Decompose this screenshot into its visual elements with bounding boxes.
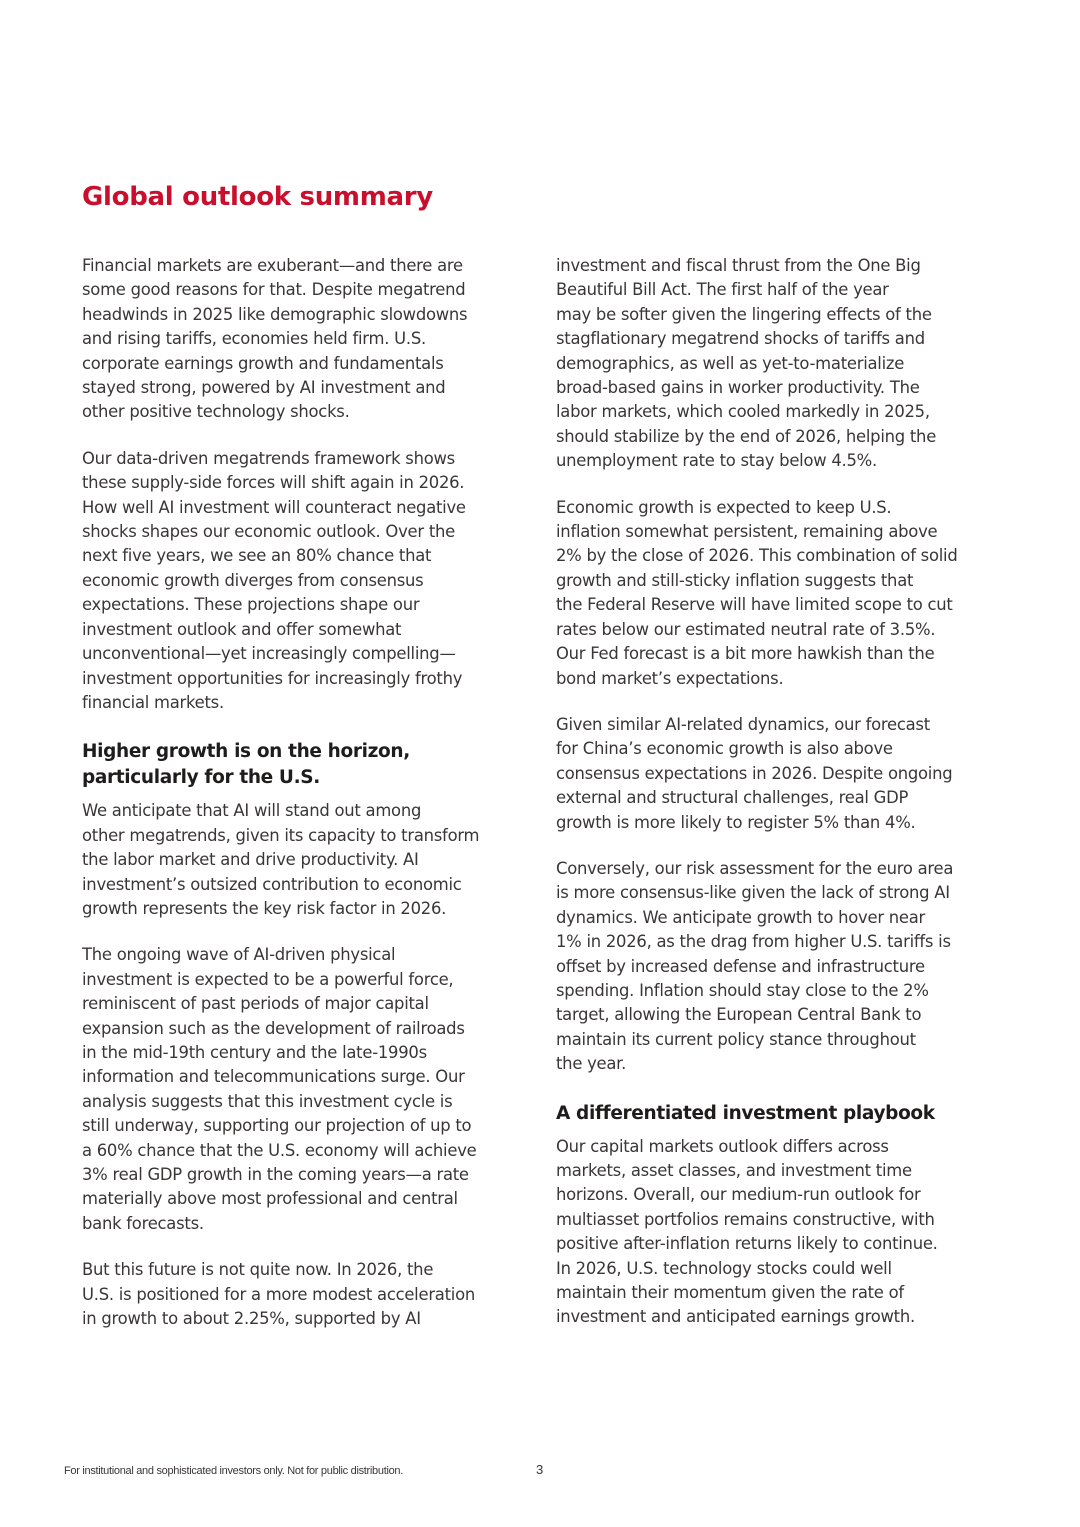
- left-column: [82, 254, 522, 1353]
- paragraph-ai-investment-wave: The ongoing wave of AI-driven physical investment is expected to be a powerful force, reminiscent of past periods of major capital expansion such as the development of railroads in the mid-19th century and the late-1990s information and telecommunications surge. Our analysis suggests that this investment cycle is still underway, supporting our projection of up to a 60% chance that the U.S. economy will achieve 3% real GDP growth in the coming years—a rate materially above most professional and central bank forecasts.: [82, 945, 477, 1233]
- footer-disclaimer: For institutional and sophisticated investors only. Not for public distribution.: [64, 1465, 403, 1477]
- paragraph-future-not-now: But this future is not quite now. In 2026, the U.S. is positioned for a more modest acceleration in growth to about 2.25%, supported by AI: [82, 1260, 476, 1329]
- paragraph-ai-standout: We anticipate that AI will stand out among other megatrends, given its capacity to transform the labor market and drive productivity. AI investment’s outsized contribution to economic growth represents the key risk factor in 2026.: [82, 801, 480, 918]
- paragraph-china-growth: Given similar AI-related dynamics, our forecast for China’s economic growth is also above consensus expectations in 2026. Despite ongoing external and structural challenges, real GDP growth is more likely to register 5% than 4%.: [556, 714, 953, 832]
- section-heading-investment-playbook: A differentiated investment playbook: [556, 1102, 935, 1124]
- page-title: Global outlook summary: [82, 182, 433, 212]
- paragraph-capital-markets: Our capital markets outlook differs across markets, asset classes, and investment time horizons. Overall, our medium-run outlook for multiasset portfolios remains constructive, with positive after-inflation returns likely to continue. In 2026, U.S. technology stocks could well maintain their momentum given the rate of investment and anticipated earnings growth.: [556, 1136, 938, 1327]
- paragraph-megatrends-framework: Our data-driven megatrends framework shows these supply-side forces will shift again in 2026. How well AI investment will counteract negative shocks shapes our economic outlook. Over the next five years, we see an 80% chance that economic growth diverges from consensus expectations. These projections shape our investment outlook and offer somewhat unconventional—yet increasingly compelling— investment opportunities for increasingly frothy financial markets.: [82, 448, 466, 712]
- paragraph-fiscal-thrust: investment and fiscal thrust from the One Big Beautiful Bill Act. The first half of the year may be softer given the lingering effects of the stagflationary megatrend shocks of tariffs and demographics, as well as yet-to-materialize broad-based gains in worker productivity. The labor markets, which cooled markedly in 2025, should stabilize by the end of 2026, helping the unemployment rate to stay below 4.5%.: [556, 256, 937, 471]
- section-heading-higher-growth: Higher growth is on the horizon, particularly for the U.S.: [82, 741, 410, 789]
- paragraph-euro-area: Conversely, our risk assessment for the euro area is more consensus-like given the lack of strong AI dynamics. We anticipate growth to hover near 1% in 2026, as the drag from higher U.S. tariffs is offset by increased defense and infrastructure spending. Inflation should stay close to the 2% target, allowing the European Central Bank to maintain its current policy stance throughout the year.: [556, 858, 954, 1074]
- paragraph-inflation-fed: Economic growth is expected to keep U.S. inflation somewhat persistent, remaining above 2% by the close of 2026. This combination of solid growth and still-sticky inflation suggests that the Federal Reserve will have limited scope to cut rates below our estimated neutral rate of 3.5%. Our Fed forecast is a bit more hawkish than the bond market’s expectations.: [556, 497, 958, 688]
- paragraph-intro: Financial markets are exuberant—and there are some good reasons for that. Despite megatrend headwinds in 2025 like demographic slowdowns and rising tariffs, economies held firm. U.S. corporate earnings growth and fundamentals stayed strong, powered by AI investment and other positive technology shocks.: [82, 256, 468, 422]
- right-column: [556, 254, 996, 1352]
- page-number: 3: [536, 1462, 544, 1477]
